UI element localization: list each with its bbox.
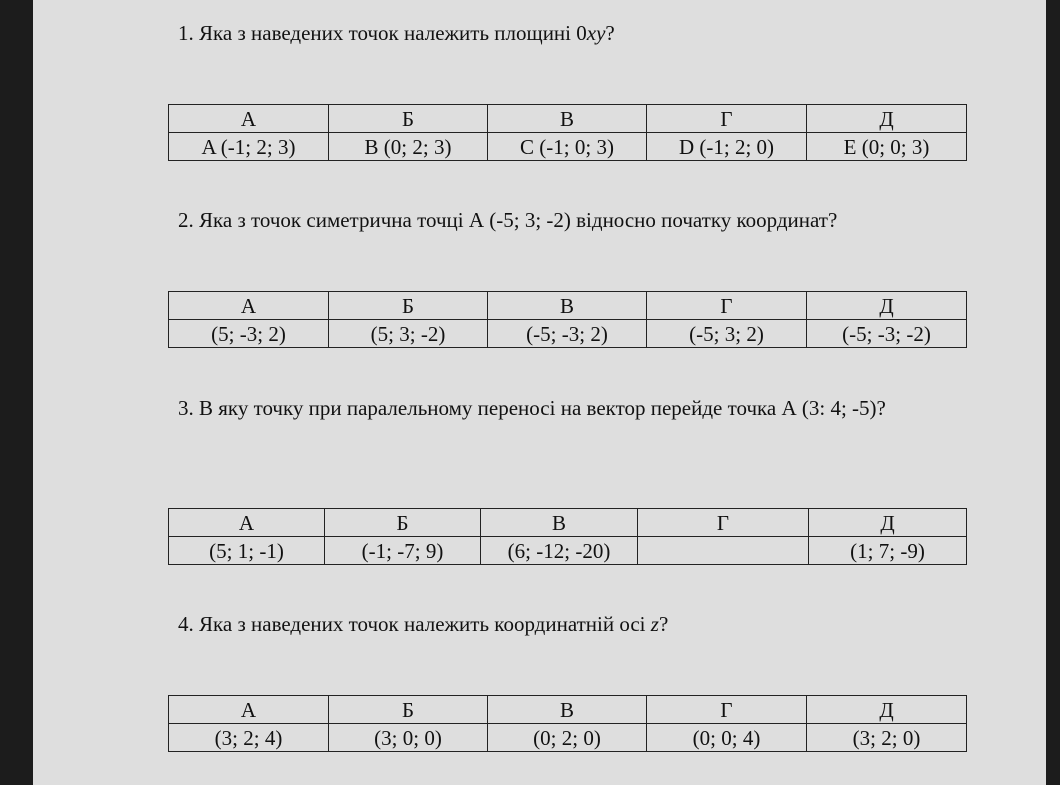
question-2-answer-table bbox=[168, 291, 967, 348]
answer-value-g bbox=[638, 537, 809, 565]
answer-header-d: Д bbox=[807, 105, 967, 133]
answer-value-a: (5; 1; -1) bbox=[169, 537, 325, 565]
answer-header-g: Г bbox=[638, 509, 809, 537]
answer-value-g: (-5; 3; 2) bbox=[647, 320, 807, 348]
answer-header-b: Б bbox=[329, 696, 488, 724]
answer-header-v: В bbox=[481, 509, 638, 537]
question-4-text-main: 4. Яка з наведених точок належить координатній осі bbox=[178, 612, 651, 636]
answer-value-b: (5; 3; -2) bbox=[329, 320, 488, 348]
answer-value-v: (0; 2; 0) bbox=[488, 724, 647, 752]
answer-value-row bbox=[169, 133, 967, 161]
answer-header-a: А bbox=[169, 105, 329, 133]
document-page bbox=[33, 0, 1046, 785]
answer-header-g: Г bbox=[647, 696, 807, 724]
answer-value-v: C (-1; 0; 3) bbox=[488, 133, 647, 161]
question-1-text-end: ? bbox=[605, 21, 615, 45]
answer-header-row bbox=[169, 105, 967, 133]
answer-value-d: (-5; -3; -2) bbox=[807, 320, 967, 348]
answer-header-a: А bbox=[169, 292, 329, 320]
answer-header-row bbox=[169, 509, 967, 537]
answer-value-d: (3; 2; 0) bbox=[807, 724, 967, 752]
answer-value-g: (0; 0; 4) bbox=[647, 724, 807, 752]
answer-header-row bbox=[169, 292, 967, 320]
answer-value-a: A (-1; 2; 3) bbox=[169, 133, 329, 161]
question-1-text-main: 1. Яка з наведених точок належить площині 0 bbox=[178, 21, 587, 45]
question-1-answer-table bbox=[168, 104, 967, 161]
answer-value-b: (-1; -7; 9) bbox=[325, 537, 481, 565]
answer-value-b: (3; 0; 0) bbox=[329, 724, 488, 752]
answer-header-b: Б bbox=[329, 292, 488, 320]
answer-value-v: (-5; -3; 2) bbox=[488, 320, 647, 348]
answer-header-b: Б bbox=[329, 105, 488, 133]
answer-header-v: В bbox=[488, 105, 647, 133]
question-3-text bbox=[178, 393, 973, 423]
question-1-text-italic: xy bbox=[586, 21, 606, 45]
answer-value-d: (1; 7; -9) bbox=[809, 537, 967, 565]
answer-value-row bbox=[169, 537, 967, 565]
answer-header-a: А bbox=[169, 696, 329, 724]
answer-header-g: Г bbox=[647, 292, 807, 320]
answer-header-d: Д bbox=[807, 292, 967, 320]
question-2-text-main: 2. Яка з точок симетрична точці А (-5; 3; -2) відносно початку координат? bbox=[178, 208, 838, 232]
question-3-text-main: 3. В яку точку при паралельному переносі на вектор перейде точка А (3: 4; -5)? bbox=[178, 396, 886, 420]
vertical-scrollbar[interactable] bbox=[1046, 0, 1060, 785]
answer-value-b: B (0; 2; 3) bbox=[329, 133, 488, 161]
answer-value-v: (6; -12; -20) bbox=[481, 537, 638, 565]
answer-header-a: А bbox=[169, 509, 325, 537]
question-4-text-italic: z bbox=[650, 612, 659, 636]
question-4-answer-table bbox=[168, 695, 967, 752]
answer-header-row bbox=[169, 696, 967, 724]
answer-value-row bbox=[169, 320, 967, 348]
question-1-text bbox=[178, 18, 978, 48]
answer-header-b: Б bbox=[325, 509, 481, 537]
answer-header-v: В bbox=[488, 292, 647, 320]
answer-value-g: D (-1; 2; 0) bbox=[647, 133, 807, 161]
answer-value-a: (3; 2; 4) bbox=[169, 724, 329, 752]
question-3-answer-table bbox=[168, 508, 967, 565]
answer-header-v: В bbox=[488, 696, 647, 724]
answer-header-d: Д bbox=[807, 696, 967, 724]
question-4-text bbox=[178, 609, 978, 639]
answer-header-g: Г bbox=[647, 105, 807, 133]
question-4-text-end: ? bbox=[658, 612, 669, 636]
answer-value-a: (5; -3; 2) bbox=[169, 320, 329, 348]
answer-value-row bbox=[169, 724, 967, 752]
answer-value-d: E (0; 0; 3) bbox=[807, 133, 967, 161]
answer-header-d: Д bbox=[809, 509, 967, 537]
question-2-text bbox=[178, 205, 978, 235]
